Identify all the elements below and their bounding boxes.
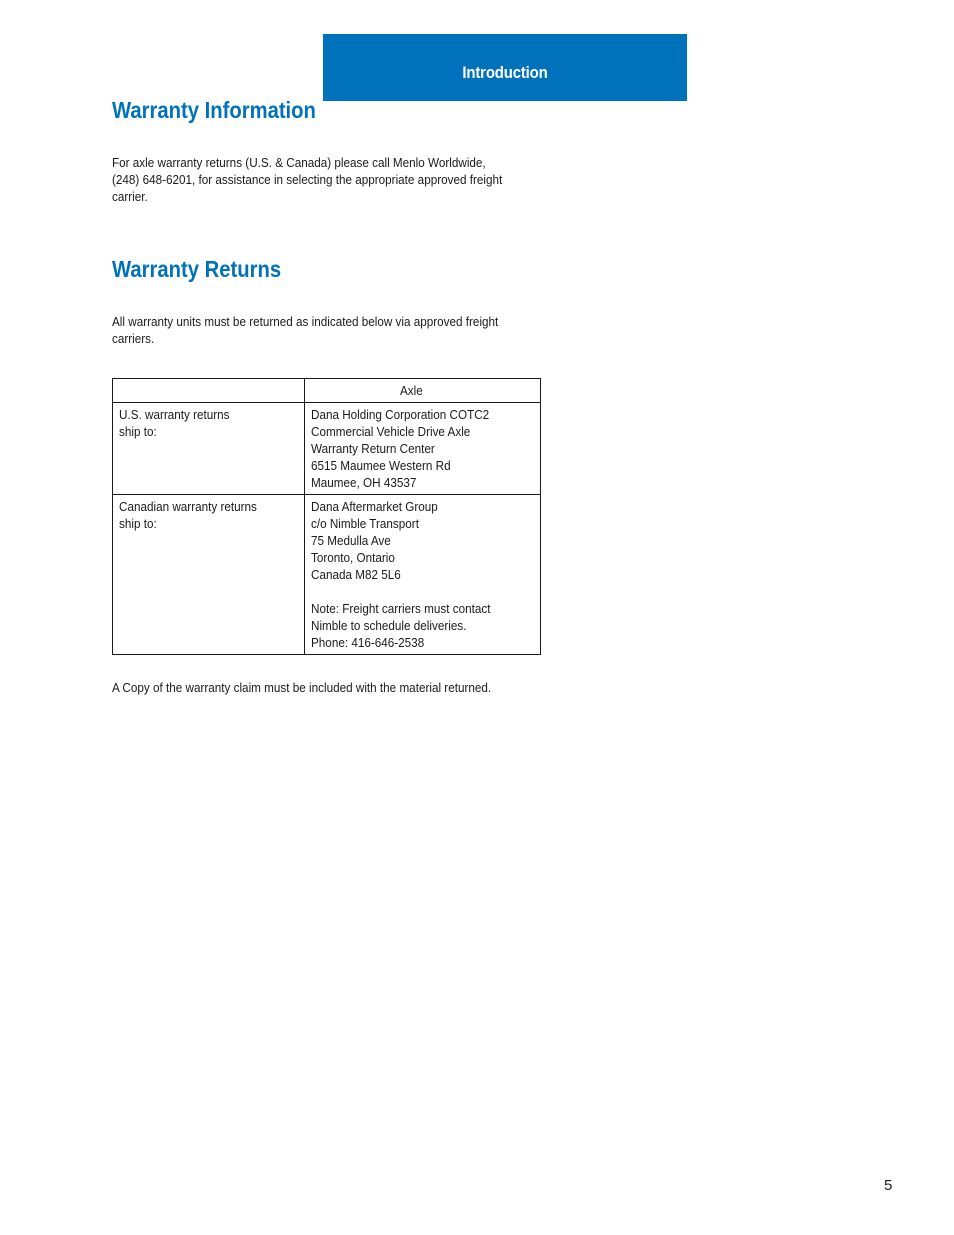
footer-note: A Copy of the warranty claim must be included with the material returned. <box>112 680 492 695</box>
us-returns-label: U.S. warranty returns ship to: <box>119 407 230 439</box>
table-header-axle-cell <box>305 379 541 403</box>
section-tab <box>323 34 687 101</box>
canadian-returns-label: Canadian warranty returns ship to: <box>119 499 257 531</box>
warranty-information-body: For axle warranty returns (U.S. & Canada) please call Menlo Worldwide, (248) 648-6201, for assistance in selecting the appropriate approved freight carrier. <box>112 155 503 204</box>
table-header-left-cell <box>113 379 305 403</box>
section-tab-label: Introduction <box>462 63 548 82</box>
us-returns-address: Dana Holding Corporation COTC2 Commercial Vehicle Drive Axle Warranty Return Center 6515 Maumee Western Rd Maumee, OH 43537 <box>311 407 490 490</box>
table-header-row <box>113 379 541 403</box>
warranty-information-heading: Warranty Information <box>112 97 316 123</box>
canadian-returns-address-cell <box>305 495 541 655</box>
table-row <box>113 495 541 655</box>
warranty-returns-table <box>112 378 541 655</box>
canadian-returns-address: Dana Aftermarket Group c/o Nimble Transport 75 Medulla Ave Toronto, Ontario Canada M82 5L6 Note: Freight carriers must contact Nimble to schedule deliveries. Phone: 416-646-2538 <box>311 499 491 650</box>
table-header-axle-text: Axle <box>399 383 423 398</box>
us-returns-address-cell <box>305 403 541 495</box>
canadian-returns-label-cell <box>113 495 305 655</box>
us-returns-label-cell <box>113 403 305 495</box>
warranty-returns-heading: Warranty Returns <box>112 256 282 282</box>
page-number: 5 <box>884 1177 893 1194</box>
table-row <box>113 403 541 495</box>
warranty-returns-body: All warranty units must be returned as indicated below via approved freight carriers. <box>112 314 499 346</box>
